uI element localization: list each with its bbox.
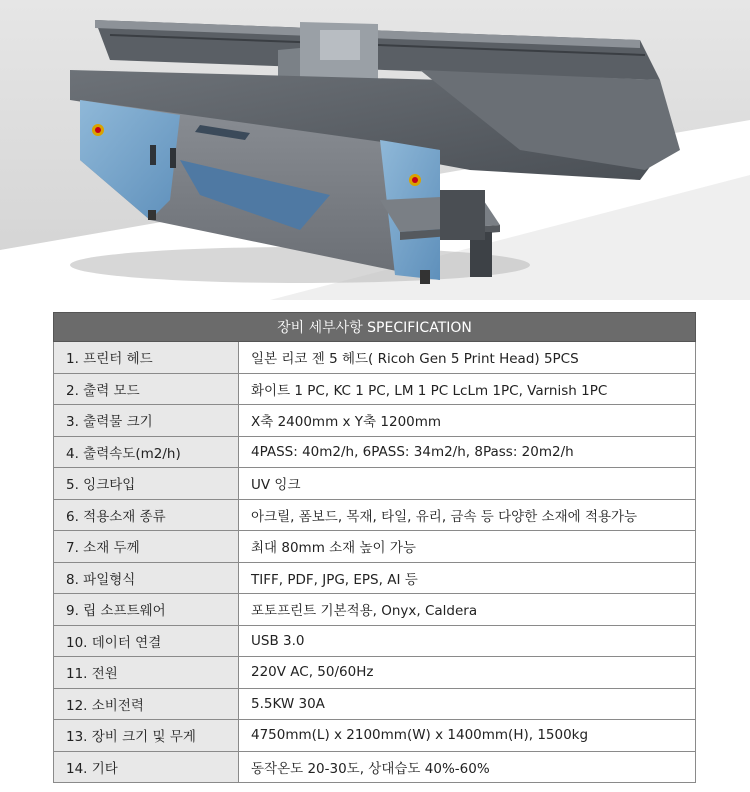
spec-row <box>54 342 696 374</box>
spec-value: TIFF, PDF, JPG, EPS, AI 등 <box>239 562 696 594</box>
spec-row <box>54 562 696 594</box>
spec-row <box>54 625 696 657</box>
spec-value: UV 잉크 <box>239 468 696 500</box>
spec-label: 4. 출력속도(m2/h) <box>54 436 239 468</box>
spec-label: 1. 프린터 헤드 <box>54 342 239 374</box>
spec-row <box>54 657 696 689</box>
spec-label: 10. 데이터 연결 <box>54 625 239 657</box>
spec-row <box>54 436 696 468</box>
spec-row <box>54 373 696 405</box>
spec-value: 화이트 1 PC, KC 1 PC, LM 1 PC LcLm 1PC, Varnish 1PC <box>239 373 696 405</box>
spec-value: X축 2400mm x Y축 1200mm <box>239 405 696 437</box>
spec-label: 7. 소재 두께 <box>54 531 239 563</box>
spec-value: USB 3.0 <box>239 625 696 657</box>
spec-row <box>54 720 696 752</box>
spec-value: 4PASS: 40m2/h, 6PASS: 34m2/h, 8Pass: 20m2/h <box>239 436 696 468</box>
spec-row <box>54 499 696 531</box>
spec-label: 2. 출력 모드 <box>54 373 239 405</box>
spec-label: 11. 전원 <box>54 657 239 689</box>
spec-label: 12. 소비전력 <box>54 688 239 720</box>
spec-label: 5. 잉크타입 <box>54 468 239 500</box>
spec-value: 4750mm(L) x 2100mm(W) x 1400mm(H), 1500kg <box>239 720 696 752</box>
specification-table <box>53 312 696 783</box>
spec-row <box>54 751 696 783</box>
spec-value: 최대 80mm 소재 높이 가능 <box>239 531 696 563</box>
spec-value: 포토프린트 기본적용, Onyx, Caldera <box>239 594 696 626</box>
spec-value: 일본 리코 젠 5 헤드( Ricoh Gen 5 Print Head) 5PCS <box>239 342 696 374</box>
spec-label: 3. 출력물 크기 <box>54 405 239 437</box>
spec-label: 8. 파일형식 <box>54 562 239 594</box>
spec-label: 6. 적용소재 종류 <box>54 499 239 531</box>
specification-header-row <box>54 313 696 342</box>
spec-row <box>54 405 696 437</box>
spec-row <box>54 531 696 563</box>
spec-row <box>54 468 696 500</box>
product-image <box>0 0 750 300</box>
spec-label: 13. 장비 크기 및 무게 <box>54 720 239 752</box>
spec-label: 14. 기타 <box>54 751 239 783</box>
uv-flatbed-printer-illustration <box>0 0 750 300</box>
spec-value: 5.5KW 30A <box>239 688 696 720</box>
spec-value: 아크릴, 폼보드, 목재, 타일, 유리, 금속 등 다양한 소재에 적용가능 <box>239 499 696 531</box>
spec-label: 9. 립 소프트웨어 <box>54 594 239 626</box>
spec-value: 220V AC, 50/60Hz <box>239 657 696 689</box>
spec-row <box>54 688 696 720</box>
specification-title: 장비 세부사항 SPECIFICATION <box>54 313 696 342</box>
spec-value: 동작온도 20-30도, 상대습도 40%-60% <box>239 751 696 783</box>
spec-row <box>54 594 696 626</box>
